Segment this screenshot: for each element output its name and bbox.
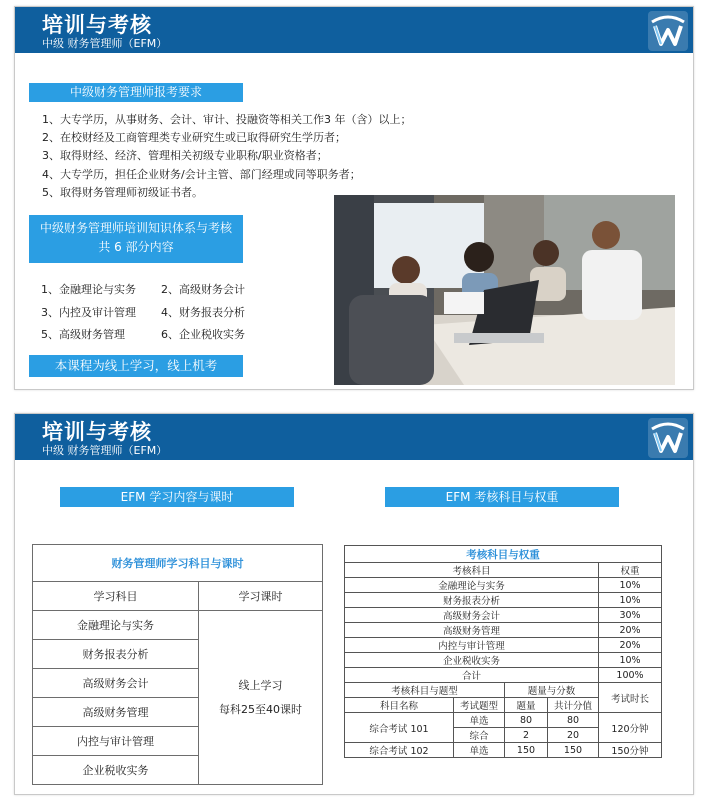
page-title: 培训与考核 xyxy=(42,420,152,444)
study-hours-table xyxy=(32,544,323,785)
column-header: 学习科目 xyxy=(33,582,199,611)
hours-line1: 线上学习 xyxy=(238,678,283,692)
table-cell: 内控与审计管理 xyxy=(345,638,599,653)
table-cell: 单选 xyxy=(454,743,505,758)
list-item: 3、内控及审计管理 xyxy=(41,305,136,319)
column-header: 学习课时 xyxy=(199,582,323,611)
table-cell: 80 xyxy=(505,713,548,728)
table-cell: 80 xyxy=(548,713,599,728)
online-note: 本课程为线上学习，线上机考 xyxy=(29,355,243,377)
exam-weight-table xyxy=(344,545,662,758)
table-cell: 高级财务会计 xyxy=(345,608,599,623)
list-item: 3、取得财经、经济、管理相关初级专业职称/职业资格者； xyxy=(42,149,328,163)
list-item: 6、企业税收实务 xyxy=(161,328,245,341)
list-item: 1、金融理论与实务 xyxy=(41,283,136,296)
column-header: 题量 xyxy=(505,698,548,713)
header-bar xyxy=(15,7,693,53)
table-cell: 综合考试 102 xyxy=(345,743,454,758)
table-cell: 高级财务会计 xyxy=(33,669,199,698)
knowledge-system-heading-line1: 中级财务管理师培训知识体系与考核 xyxy=(39,221,232,235)
table-caption: 考核科目与权重 xyxy=(345,546,662,563)
list-item: 4、财务报表分析 xyxy=(161,305,245,319)
header-bar xyxy=(15,414,693,460)
column-header: 题量与分数 xyxy=(505,683,599,698)
list-item: 4、大专学历，担任企业财务/会计主管、部门经理或同等职务者； xyxy=(42,167,361,181)
list-item: 2、在校财经及工商管理类专业研究生或已取得研究生学历者； xyxy=(42,131,346,145)
column-header: 权重 xyxy=(599,563,662,578)
page-subtitle: 中级 财务管理师（EFM） xyxy=(42,37,168,50)
table-cell: 2 xyxy=(505,728,548,743)
total-value: 100% xyxy=(599,668,662,683)
table-cell: 综合 xyxy=(454,728,505,743)
list-item: 1、大专学历，从事财务、会计、审计、投融资等相关工作3 年（含）以上； xyxy=(42,113,412,126)
column-header: 科目名称 xyxy=(345,698,454,713)
page-subtitle: 中级 财务管理师（EFM） xyxy=(42,444,168,457)
table-cell: 企业税收实务 xyxy=(345,653,599,668)
table-cell: 金融理论与实务 xyxy=(33,611,199,640)
table-cell: 10% xyxy=(599,653,662,668)
table-cell: 20% xyxy=(599,638,662,653)
requirements-heading: 中级财务管理师报考要求 xyxy=(29,83,243,102)
requirements-list xyxy=(42,111,412,202)
table-cell: 20 xyxy=(548,728,599,743)
slide-study-and-exam xyxy=(14,413,694,795)
table-cell: 内控与审计管理 xyxy=(33,727,199,756)
table-cell: 高级财务管理 xyxy=(345,623,599,638)
table-cell: 30% xyxy=(599,608,662,623)
table-cell: 150分钟 xyxy=(599,743,662,758)
total-label: 合计 xyxy=(345,668,599,683)
table-cell: 企业税收实务 xyxy=(33,756,199,785)
brand-logo-icon xyxy=(647,417,689,459)
knowledge-system-heading-line2: 共 6 部分内容 xyxy=(98,240,174,254)
hours-line2: 每科25至40课时 xyxy=(219,702,302,716)
list-item: 5、取得财务管理师初级证书者。 xyxy=(42,185,203,199)
column-header: 考核科目与题型 xyxy=(345,683,505,698)
table-cell: 10% xyxy=(599,578,662,593)
modules-list xyxy=(41,279,245,347)
column-header: 共计分值 xyxy=(548,698,599,713)
column-header: 考试时长 xyxy=(599,683,662,713)
table-cell: 10% xyxy=(599,593,662,608)
column-header: 考试题型 xyxy=(454,698,505,713)
brand-logo-icon xyxy=(647,10,689,52)
list-item: 2、高级财务会计 xyxy=(161,283,245,296)
study-content-heading: EFM 学习内容与课时 xyxy=(60,487,294,507)
knowledge-system-heading xyxy=(29,215,243,263)
list-item: 5、高级财务管理 xyxy=(41,328,125,341)
exam-weight-heading: EFM 考核科目与权重 xyxy=(385,487,619,507)
slide-training-requirements xyxy=(14,6,694,390)
table-cell: 单选 xyxy=(454,713,505,728)
table-cell: 金融理论与实务 xyxy=(345,578,599,593)
page-title: 培训与考核 xyxy=(42,13,152,37)
table-cell: 综合考试 101 xyxy=(345,713,454,743)
table-cell: 150 xyxy=(505,743,548,758)
table-cell: 财务报表分析 xyxy=(33,640,199,669)
table-cell: 20% xyxy=(599,623,662,638)
study-hours-cell xyxy=(199,611,323,785)
table-cell: 高级财务管理 xyxy=(33,698,199,727)
table-cell: 120分钟 xyxy=(599,713,662,743)
table-caption: 财务管理师学习科目与课时 xyxy=(33,545,323,582)
column-header: 考核科目 xyxy=(345,563,599,578)
table-cell: 财务报表分析 xyxy=(345,593,599,608)
table-cell: 150 xyxy=(548,743,599,758)
meeting-photo xyxy=(334,195,675,385)
